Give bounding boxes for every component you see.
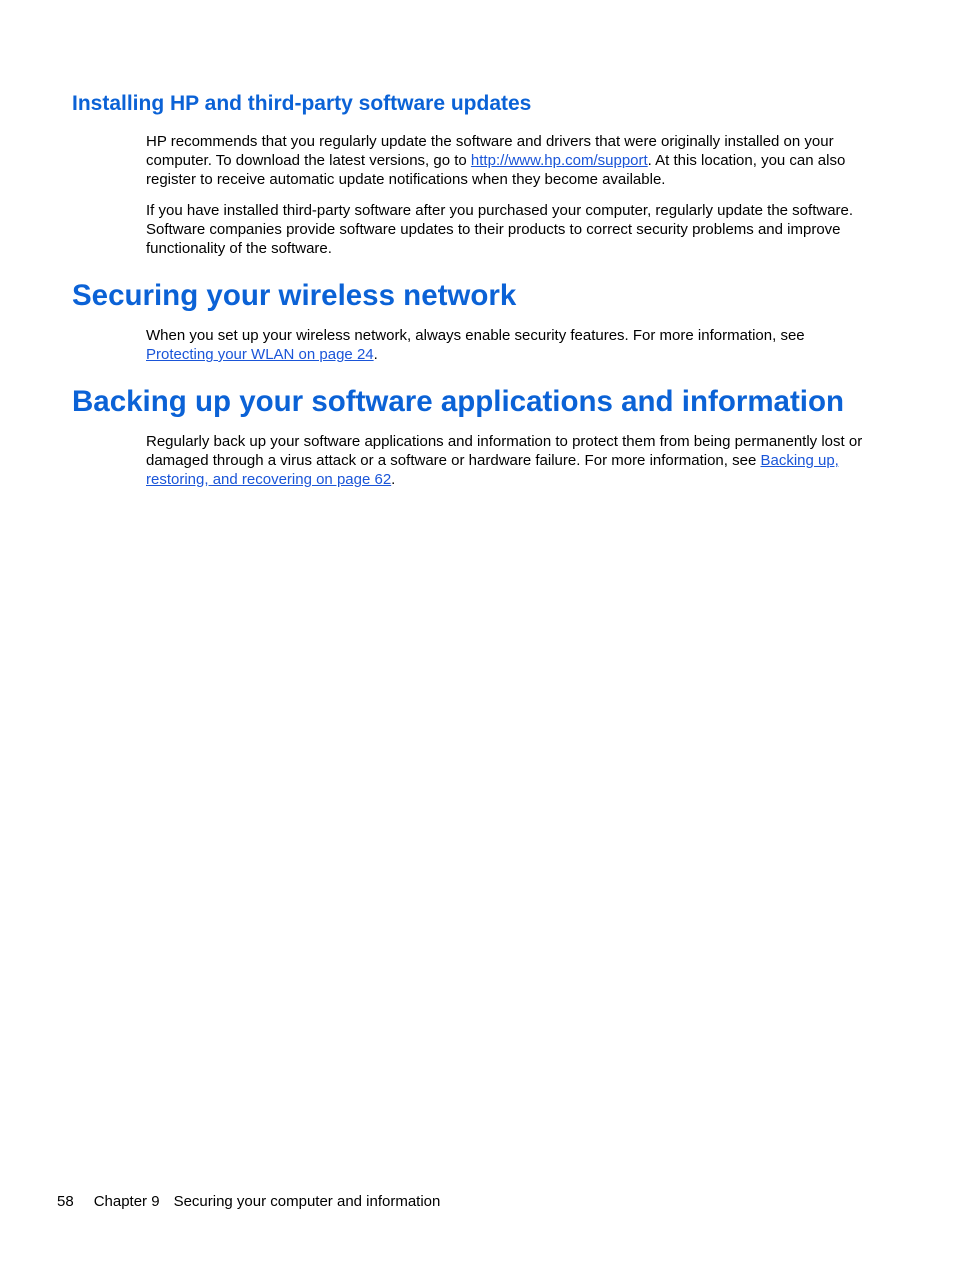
paragraph-wireless	[146, 326, 876, 364]
hp-support-link[interactable]: http://www.hp.com/support	[470, 152, 648, 169]
paragraph-text: Regularly back up your software applications and information to protect them from being permanently lost or damaged through a virus attack or a software or hardware failure. For more information, see	[146, 433, 863, 469]
paragraph-text: .	[391, 471, 396, 488]
paragraph-text: .	[373, 346, 378, 363]
paragraph-text: HP recommends that you regularly update the software and drivers that were originally installed on your computer. To download the latest versions, go to	[146, 133, 834, 169]
paragraph-text: When you set up your wireless network, always enable security features. For more information, see	[146, 327, 805, 344]
section-heading-backing-up: Backing up your software applications and information	[72, 385, 845, 418]
section-heading-wireless-network: Securing your wireless network	[72, 279, 517, 312]
page-footer	[57, 1192, 440, 1211]
page-number: 58	[57, 1193, 74, 1210]
backing-up-link[interactable]: Backing up, restoring, and recovering on page 62	[146, 452, 839, 488]
chapter-label: Chapter 9	[93, 1193, 160, 1210]
paragraph-backup	[146, 432, 876, 489]
protecting-wlan-link[interactable]: Protecting your WLAN on page 24	[146, 346, 374, 363]
chapter-title: Securing your computer and information	[173, 1193, 441, 1210]
paragraph-text: . At this location, you can also register to receive automatic update notifications when they become available.	[146, 152, 846, 188]
paragraph-third-party: If you have installed third-party software after you purchased your computer, regularly update the software. Software companies provide software updates to their products to correct security problems and improve functionality of the software.	[146, 202, 854, 257]
paragraph-hp-recommends	[146, 132, 876, 189]
section-heading-installing-updates: Installing HP and third-party software updates	[72, 92, 532, 115]
